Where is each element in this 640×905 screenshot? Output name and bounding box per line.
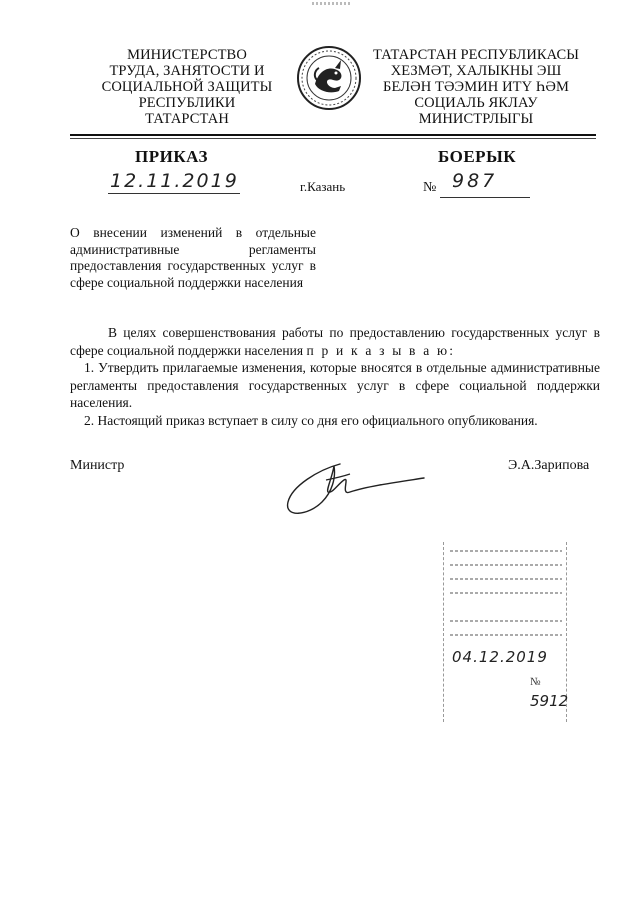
number-sign: № <box>423 180 437 195</box>
ministry-name-ru <box>92 47 282 127</box>
intro-text: В целях совершенствования работы по предоставлению государственных услуг в сфере социальной поддержки населения <box>70 325 600 358</box>
header-line: ТАТАРСТАН РЕСПУБЛИКАСЫ <box>372 47 580 63</box>
document-kind-ru: ПРИКАЗ <box>135 147 208 166</box>
header-line: БЕЛӘН ТӘЭМИН ИТҮ ҺӘМ <box>383 79 569 95</box>
ministry-name-tt <box>366 47 586 127</box>
stamp-number-sign: № <box>530 676 541 688</box>
order-word: п р и к а з ы в а ю: <box>306 342 456 358</box>
stamp-faded-line <box>450 588 562 598</box>
document-kind-tt: БОЕРЫК <box>438 147 517 166</box>
order-item: 2. Настоящий приказ вступает в силу со дня его официального опубликования. <box>84 412 538 428</box>
header-rule-thin <box>70 138 596 139</box>
header-line: МИНИСТЕРСТВО <box>127 47 247 63</box>
stamp-faded-line <box>450 630 562 640</box>
stamp-date: 04.12.2019 <box>452 648 548 666</box>
document-date: 12.11.2019 <box>110 170 239 192</box>
header-line: ТАТАРСТАН <box>145 111 229 127</box>
scan-artifact <box>312 2 352 5</box>
document-city: г.Казань <box>300 179 346 194</box>
number-underline <box>440 197 530 198</box>
signatory-name: Э.А.Зарипова <box>508 458 590 473</box>
header-line: СОЦИАЛЬНОЙ ЗАЩИТЫ <box>101 79 273 95</box>
document-number: 987 <box>452 170 498 192</box>
handwritten-signature-icon <box>278 456 428 522</box>
registration-stamp <box>443 542 567 722</box>
header-line: ТРУДА, ЗАНЯТОСТИ И <box>109 63 265 79</box>
stamp-faded-line <box>450 546 562 556</box>
tatarstan-emblem-icon <box>295 44 363 112</box>
stamp-faded-line <box>450 616 562 626</box>
header-line: МИНИСТРЛЫГЫ <box>418 111 534 127</box>
signatory-position: Министр <box>70 458 125 473</box>
order-item: 1. Утвердить прилагаемые изменения, которые вносятся в отдельные административные регламенты предоставления государственных услуг в сфере социальной поддержки населения. <box>70 360 600 410</box>
stamp-faded-line <box>450 574 562 584</box>
header-line: РЕСПУБЛИКИ <box>138 95 236 111</box>
header-line: ХЕЗМӘТ, ХАЛЫКНЫ ЭШ <box>390 63 562 79</box>
date-underline <box>108 193 240 194</box>
document-subject: О внесении изменений в отдельные административные регламенты предоставления государственных услуг в сфере социальной поддержки населения <box>70 225 316 290</box>
stamp-number: 5912 <box>530 692 569 710</box>
stamp-faded-line <box>450 560 562 570</box>
header-rule <box>70 134 596 136</box>
body-intro <box>70 324 600 359</box>
document-body <box>70 324 600 429</box>
header-line: СОЦИАЛЬ ЯКЛАУ <box>414 95 538 111</box>
